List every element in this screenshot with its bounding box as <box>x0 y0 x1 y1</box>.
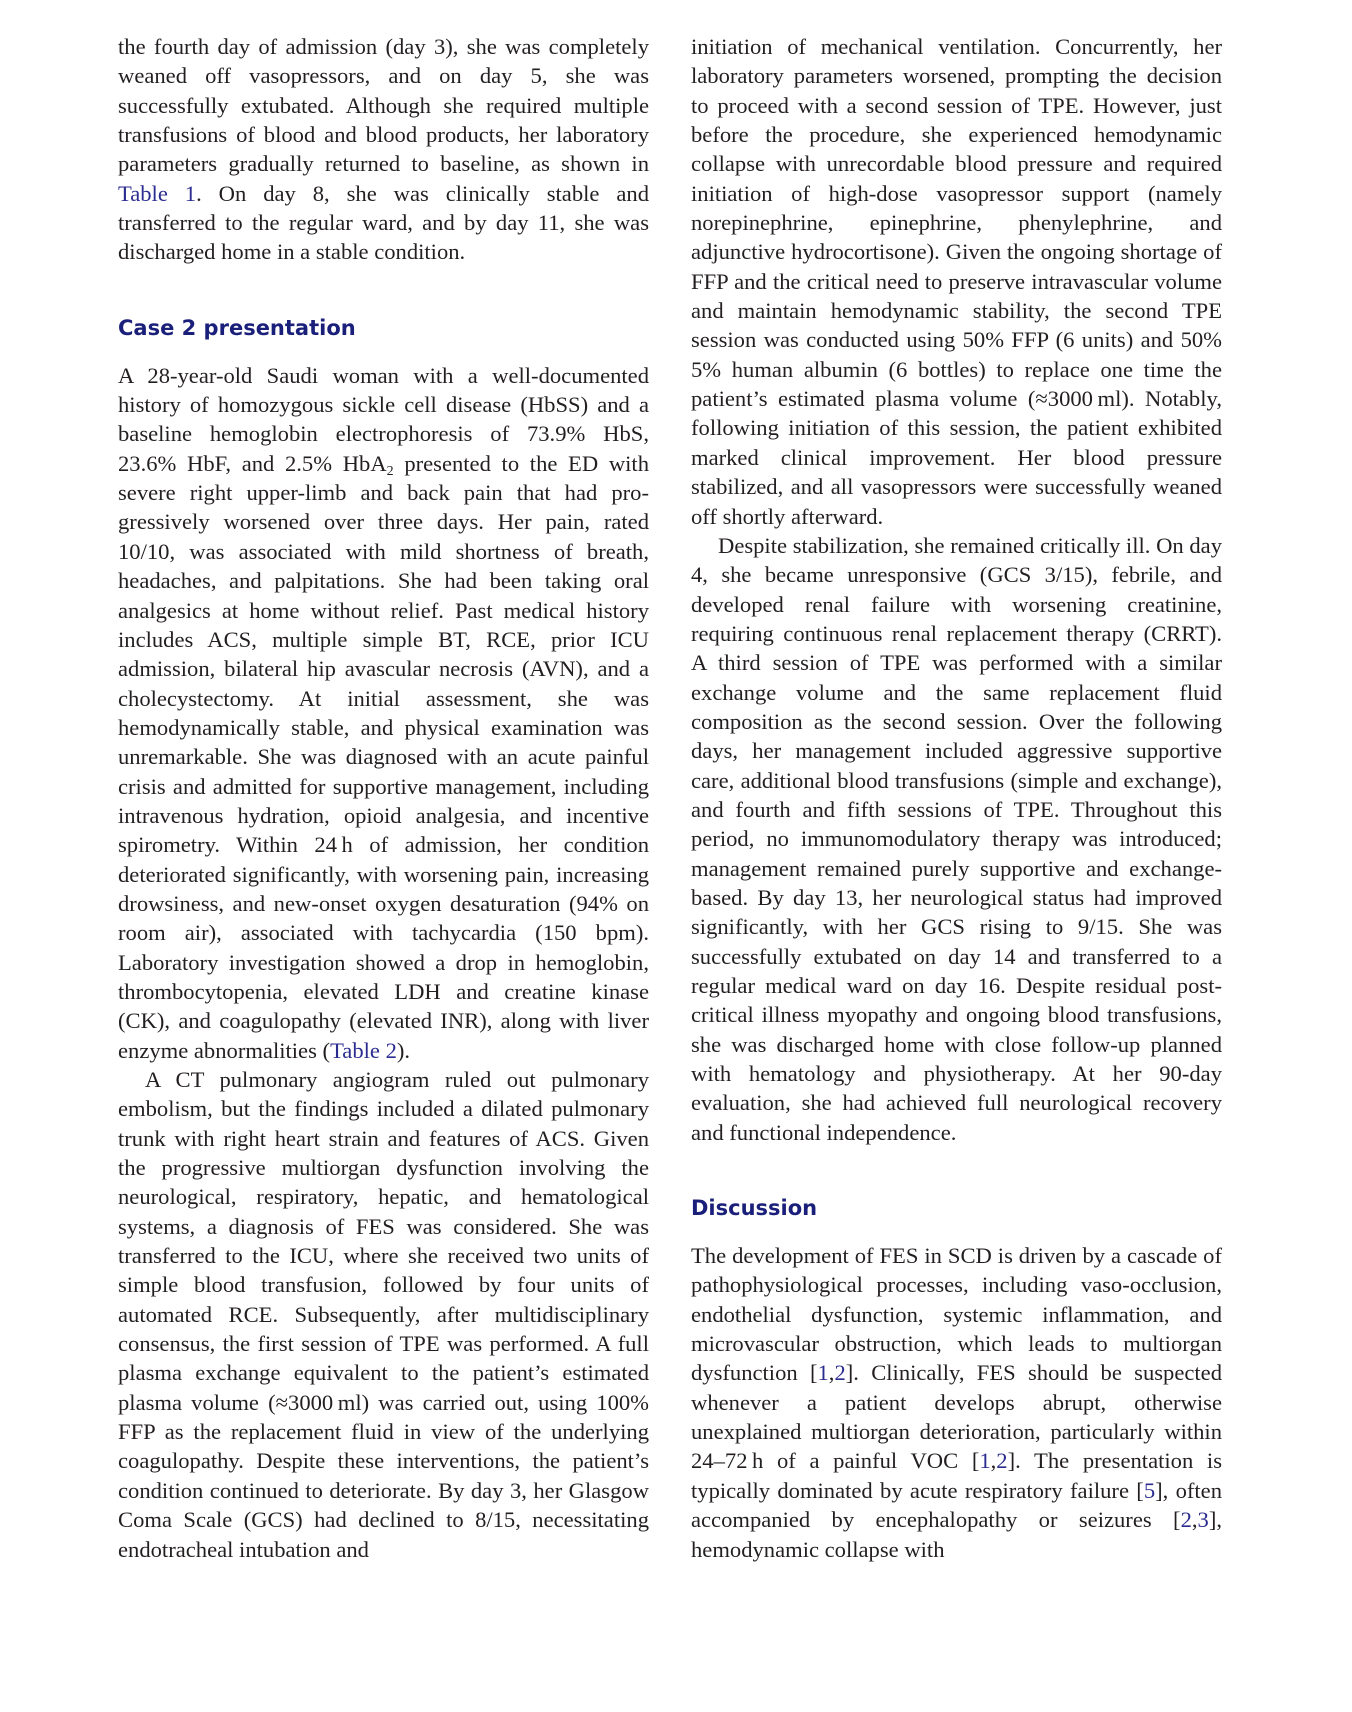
reference-link-2[interactable]: 2 <box>1180 1507 1192 1533</box>
right-column <box>691 32 1222 1564</box>
case2-paragraph-2: A CT pulmonary angiogram ruled out pulmonary embolism, but the findings included a dilated pulmonary trunk with right heart strain and features of ACS. Given the progressive multiorgan dysfunction involving the neurological, respiratory, hepatic, and hematological systems, a diagnosis of FES was considered. She was transferred to the ICU, where she received two units of simple blood transfusion, followed by four units of automated RCE. Subsequently, after multidisciplinary consensus, the first session of TPE was performed. A full plasma exchange equivalent to the patient’s estimated plasma volume (≈3000 ml) was carried out, using 100% FFP as the replacement fluid in view of the underlying coagulopathy. Despite these interventions, the patient’s condition continued to deteriorate. By day 3, her Glasgow Coma Scale (GCS) had declined to 8/15, necessitating endotracheal intubation and <box>118 1067 649 1562</box>
text-segment: ], hemodynamic collapse with <box>691 1507 1222 1562</box>
reference-link-2[interactable]: 2 <box>996 1448 1008 1474</box>
text-segment: . On day 8, she was clinically stable and transferred to the regular ward, and by day 11, she was discharged home in a stable condition. <box>118 180 649 265</box>
reference-link-1[interactable]: 1 <box>817 1360 829 1386</box>
table-2-link[interactable]: Table 2 <box>330 1037 397 1063</box>
text-segment: A 28-year-old Saudi woman with a well-documented history of homozygous sickle cell disease (HbSS) and a baseline hemoglobin electrophoresis of 73.9% HbS, 23.6% HbF, and 2.5% HbA <box>118 362 649 476</box>
text-segment: presented to the ED with severe right upper-limb and back pain that had progressively worsened over three days. Her pain, rated 10/10, was associated with mild shortness of breath, headaches, and palpitations. She had been taking oral analgesics at home without relief. Past medical history includes ACS, multiple simple BT, RCE, prior ICU admission, bilateral hip avascular necrosis (AVN), and a cholecystectomy. At initial assessment, she was hemodynamically stable, and physical examination was unremarkable. She was diagnosed with an acute painful crisis and admitted for supportive management, including intravenous hydration, opioid analgesia, and incentive spirometry. Within 24 h of admission, her condition deteriorated significantly, with worsening pain, increasing drowsiness, and new-onset oxygen desaturation (94% on room air), associated with tachycardia (150 bpm). Laboratory investigation showed a drop in hemoglobin, thrombocytopenia, elevated LDH and creatine kinase (CK), and coagulopathy (elevated INR), along with liver enzyme abnormalities ( <box>118 450 649 1063</box>
discussion-paragraph-1 <box>691 1241 1222 1564</box>
spacer <box>118 343 649 361</box>
case2-paragraph-3: Despite stabilization, she remained critically ill. On day 4, she became unresponsive (GCS 3/15), febrile, and developed renal failure with worsening creatinine, requiring continuous renal replacement therapy (CRRT). A third session of TPE was performed with a similar exchange volume and the same replacement fluid composition as the second session. Over the following days, her management included aggressive supportive care, additional blood transfusions (simple and exchange), and fourth and fifth sessions of TPE. Throughout this period, no immunomodulatory therapy was introduced; management remained purely supportive and exchange-based. By day 13, her neurological status had improved significantly, with her GCS rising to 9/15. She was successfully extubated on day 14 and transferred to a regular medical ward on day 16. Despite residual post-critical illness myopathy and ongoing blood transfusions, she was discharged home with close follow-up planned with hematology and physiotherapy. At her 90-day evaluation, she had achieved full neurological recovery and functional independence. <box>691 532 1222 1145</box>
text-segment: the fourth day of admission (day 3), she was completely weaned off vasopressors, and on day 5, she was successfully extubated. Although she required multiple transfusions of blood and blood products, her laboratory parameters gradually returned to baseline, as shown in <box>118 34 649 177</box>
text-segment: ). <box>396 1037 411 1063</box>
reference-link-1[interactable]: 1 <box>979 1448 991 1474</box>
discussion-heading: Discussion <box>691 1196 818 1221</box>
case2-presentation-heading: Case 2 presentation <box>118 315 356 340</box>
reference-link-5[interactable]: 5 <box>1143 1477 1156 1503</box>
text-segment: ], often accompanied by encephalopathy or seizures [ <box>691 1477 1223 1533</box>
subscript: 2 <box>386 463 394 479</box>
text-segment: , <box>1191 1507 1198 1533</box>
reference-link-3[interactable]: 3 <box>1197 1507 1209 1533</box>
spacer <box>691 1147 1222 1194</box>
case2-paragraph-2-continued: initiation of mechanical ventilation. Concurrently, her laboratory parameters worsened, prompting the decision to proceed with a second session of TPE. However, just before the procedure, she experienced hemodynamic collapse with unrecordable blood pressure and required initiation of high-dose vasopressor support (namely norepinephrine, epinephrine, phenylephrine, and adjunctive hydrocortisone). Given the ongoing shortage of FFP and the critical need to preserve intravascular volume and maintain hemodynamic stability, the second TPE session was conducted using 50% FFP (6 units) and 50% 5% human albumin (6 bottles) to replace one time the patient’s estimated plasma volume (≈3000 ml). Notably, following initiation of this session, the patient exhibited marked clinical improvement. Her blood pressure stabilized, and all vasopressors were successfully weaned off shortly afterward. <box>691 34 1222 529</box>
left-column <box>118 32 649 1564</box>
text-segment: The development of FES in SCD is driven by a cascade of pathophysiological processes, including vaso-occlusion, endothelial dysfunction, systemic inflammation, and microvascular obstruction, which leads to multiorgan dysfunction [ <box>691 1243 1222 1386</box>
text-segment: , <box>990 1448 997 1474</box>
reference-link-2[interactable]: 2 <box>834 1360 846 1386</box>
case2-paragraph-1 <box>118 361 649 1065</box>
case1-conclusion-paragraph <box>118 32 649 267</box>
spacer <box>118 267 649 314</box>
table-1-link[interactable]: Table 1 <box>118 180 197 206</box>
text-segment: , <box>828 1360 835 1386</box>
text-segment: ]. The presentation is typically dominated by acute respiratory failure [ <box>691 1448 1222 1503</box>
article-page <box>118 32 1222 1564</box>
spacer <box>691 1223 1222 1241</box>
text-segment: ]. Clinically, FES should be suspected whenever a patient develops abrupt, otherwise unexplained multiorgan deterioration, particularly within 24–72 h of a painful VOC [ <box>691 1360 1222 1474</box>
